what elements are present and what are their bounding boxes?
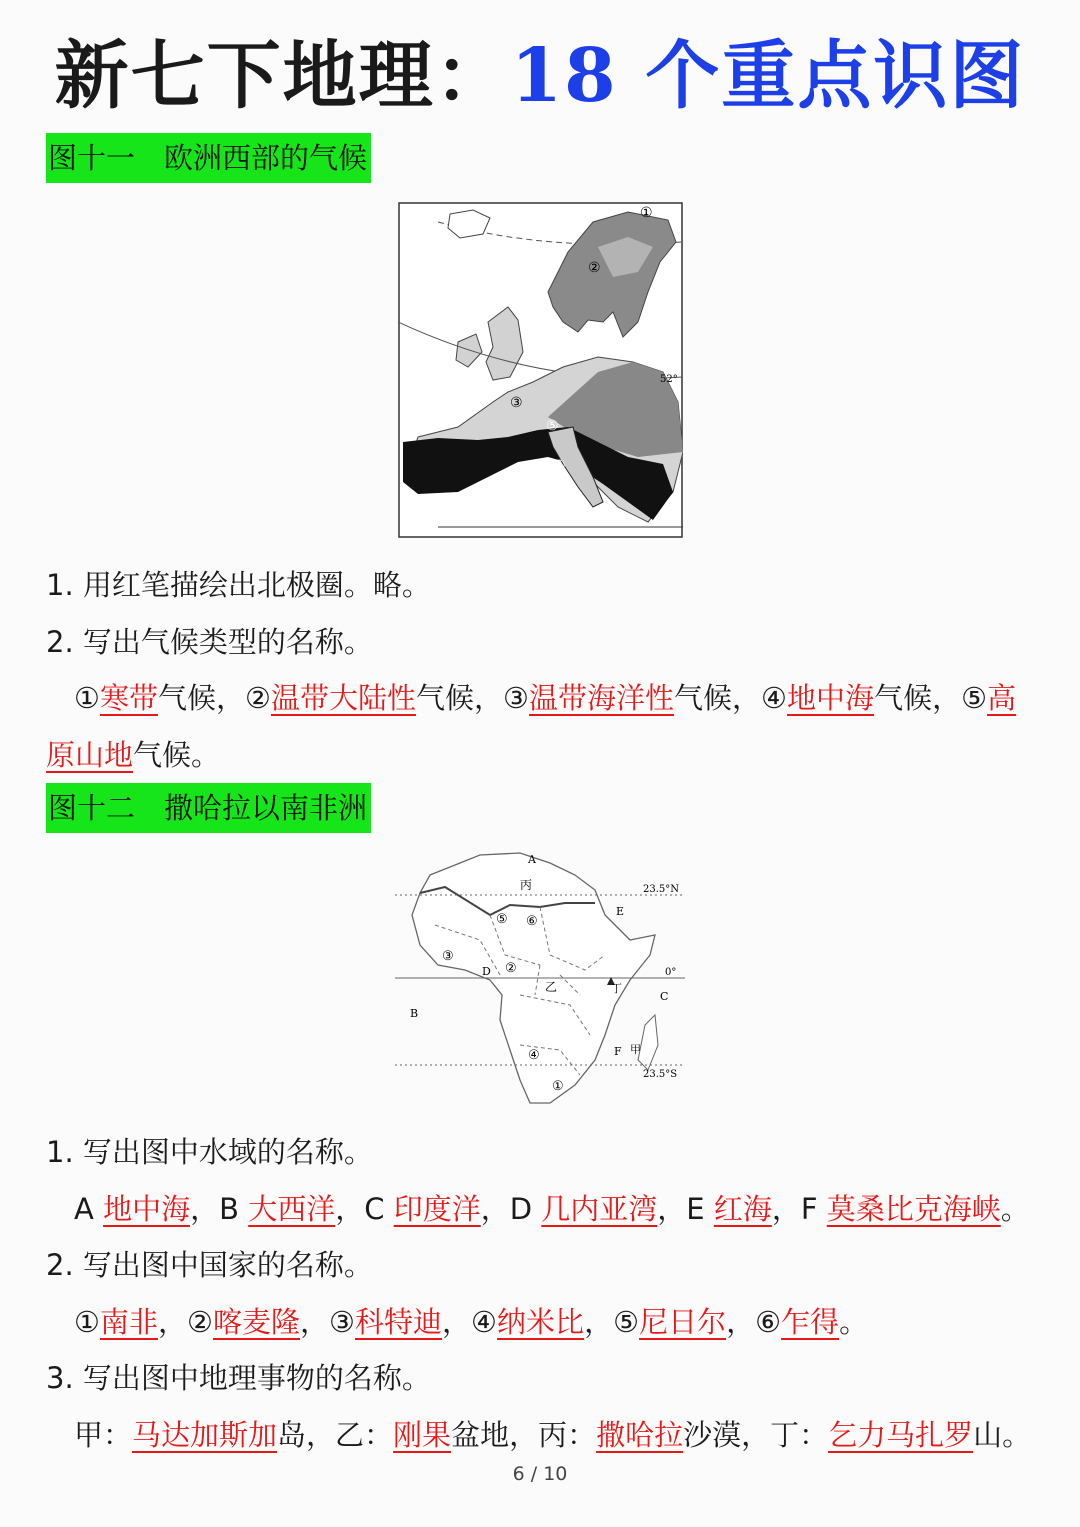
section-label-figure-12: 图十二 撒哈拉以南非洲	[46, 783, 371, 833]
answer-text: 马达加斯加	[132, 1418, 278, 1452]
answer-text: 科特迪	[355, 1305, 443, 1339]
answer-text: 莫桑比克海峡	[826, 1192, 1001, 1226]
answer-context: ，F	[771, 1192, 827, 1226]
answer-context: 甲：	[74, 1418, 133, 1452]
label-lat-eq: 0°	[665, 967, 677, 978]
map-label-lat52: 52°	[660, 374, 678, 385]
answer-context: 沙漠，丁：	[683, 1418, 829, 1452]
answer-context: 气候，⑤	[874, 681, 988, 715]
answer-context: 山。	[973, 1418, 1032, 1452]
label-lat-n: 23.5°N	[643, 884, 680, 895]
answer-context: ，E	[657, 1192, 714, 1226]
label-C: C	[660, 990, 669, 1003]
label-n6: ⑥	[526, 914, 538, 929]
label-n3: ③	[442, 949, 454, 964]
answer-text: 原山地	[46, 738, 134, 772]
answer-text: 地中海	[787, 681, 875, 715]
answer-context: A	[74, 1192, 104, 1226]
answer-context: 。	[1000, 1192, 1030, 1226]
map-label-3: ③	[510, 395, 523, 411]
africa-map	[390, 845, 690, 1114]
answer-text: 几内亚湾	[541, 1192, 658, 1226]
map-label-5: ⑤	[546, 418, 559, 434]
answer-text: 寒带	[100, 681, 159, 715]
label-B: B	[410, 1007, 419, 1020]
answer-context: 气候。	[133, 738, 221, 772]
label-bing: 丙	[520, 878, 533, 892]
answer-text: 尼日尔	[639, 1305, 727, 1339]
answer-context: 盆地，丙：	[451, 1418, 597, 1452]
answer-text: 高	[987, 681, 1017, 715]
africa-map-svg	[390, 845, 690, 1110]
answer-context: ，④	[442, 1305, 498, 1339]
answer-context: ，⑤	[584, 1305, 640, 1339]
answer-context: 岛，乙：	[277, 1418, 394, 1452]
page-indicator: 6 / 10	[512, 1463, 568, 1485]
section-label-figure-11: 图十一 欧洲西部的气候	[46, 133, 371, 183]
map-label-4: ④	[553, 458, 566, 474]
answer-context: ，③	[300, 1305, 356, 1339]
madagascar-shape	[638, 1015, 658, 1070]
answer-text: 大西洋	[248, 1192, 336, 1226]
page-title	[0, 28, 1080, 124]
label-n5: ⑤	[496, 912, 508, 927]
s2-question-1: 1. 写出图中水域的名称。	[46, 1135, 373, 1169]
answer-context: ，D	[480, 1192, 542, 1226]
europe-map-svg	[398, 202, 683, 538]
answer-context: 。	[839, 1305, 869, 1339]
answer-text: 印度洋	[393, 1192, 481, 1226]
answer-context: ，B	[190, 1192, 249, 1226]
s2-answer-2	[74, 1302, 868, 1342]
label-lat-s: 23.5°S	[643, 1069, 678, 1080]
label-n1: ①	[552, 1079, 564, 1094]
s1-answer-2-line2	[46, 735, 220, 775]
label-A: A	[528, 853, 536, 866]
answer-context: ，②	[158, 1305, 214, 1339]
label-yi: 乙	[545, 980, 558, 994]
s1-question-2: 2. 写出气候类型的名称。	[46, 625, 373, 659]
s2-answer-3	[74, 1415, 1031, 1455]
s2-question-3: 3. 写出图中地理事物的名称。	[46, 1361, 431, 1395]
answer-text: 刚果	[393, 1418, 452, 1452]
answer-text: 红海	[713, 1192, 772, 1226]
label-E: E	[616, 905, 625, 918]
answer-context: 气候，④	[674, 681, 788, 715]
answer-text: 撒哈拉	[596, 1418, 684, 1452]
label-jia: 甲	[630, 1043, 641, 1056]
answer-text: 喀麦隆	[213, 1305, 301, 1339]
label-n4: ④	[528, 1048, 540, 1063]
answer-text: 纳米比	[497, 1305, 585, 1339]
label-F: F	[614, 1045, 622, 1058]
answer-text: 乞力马扎罗	[828, 1418, 974, 1452]
answer-text: 温带海洋性	[529, 681, 675, 715]
title-black-part: 新七下地理：	[54, 33, 511, 119]
answer-context: ①	[74, 1305, 100, 1339]
map-label-2: ②	[588, 260, 601, 276]
s2-question-2: 2. 写出图中国家的名称。	[46, 1248, 373, 1282]
europe-climate-map	[398, 202, 683, 542]
map-label-1: ①	[640, 205, 653, 221]
title-blue-part: 18 个重点识图	[510, 33, 1026, 119]
s1-question-1: 1. 用红笔描绘出北极圈。略。	[46, 568, 431, 602]
label-n2: ②	[505, 961, 517, 976]
answer-context: 气候，③	[416, 681, 530, 715]
label-ding: 丁	[611, 982, 622, 995]
s1-answer-2-line1	[74, 678, 1016, 718]
answer-context: 气候，②	[158, 681, 272, 715]
answer-text: 南非	[100, 1305, 159, 1339]
answer-context: ，⑥	[726, 1305, 782, 1339]
answer-text: 乍得	[781, 1305, 840, 1339]
label-D: D	[482, 965, 491, 978]
answer-context: ①	[74, 681, 100, 715]
answer-text: 地中海	[103, 1192, 191, 1226]
s2-answer-1	[74, 1189, 1030, 1229]
answer-text: 温带大陆性	[271, 681, 417, 715]
answer-context: ，C	[335, 1192, 394, 1226]
